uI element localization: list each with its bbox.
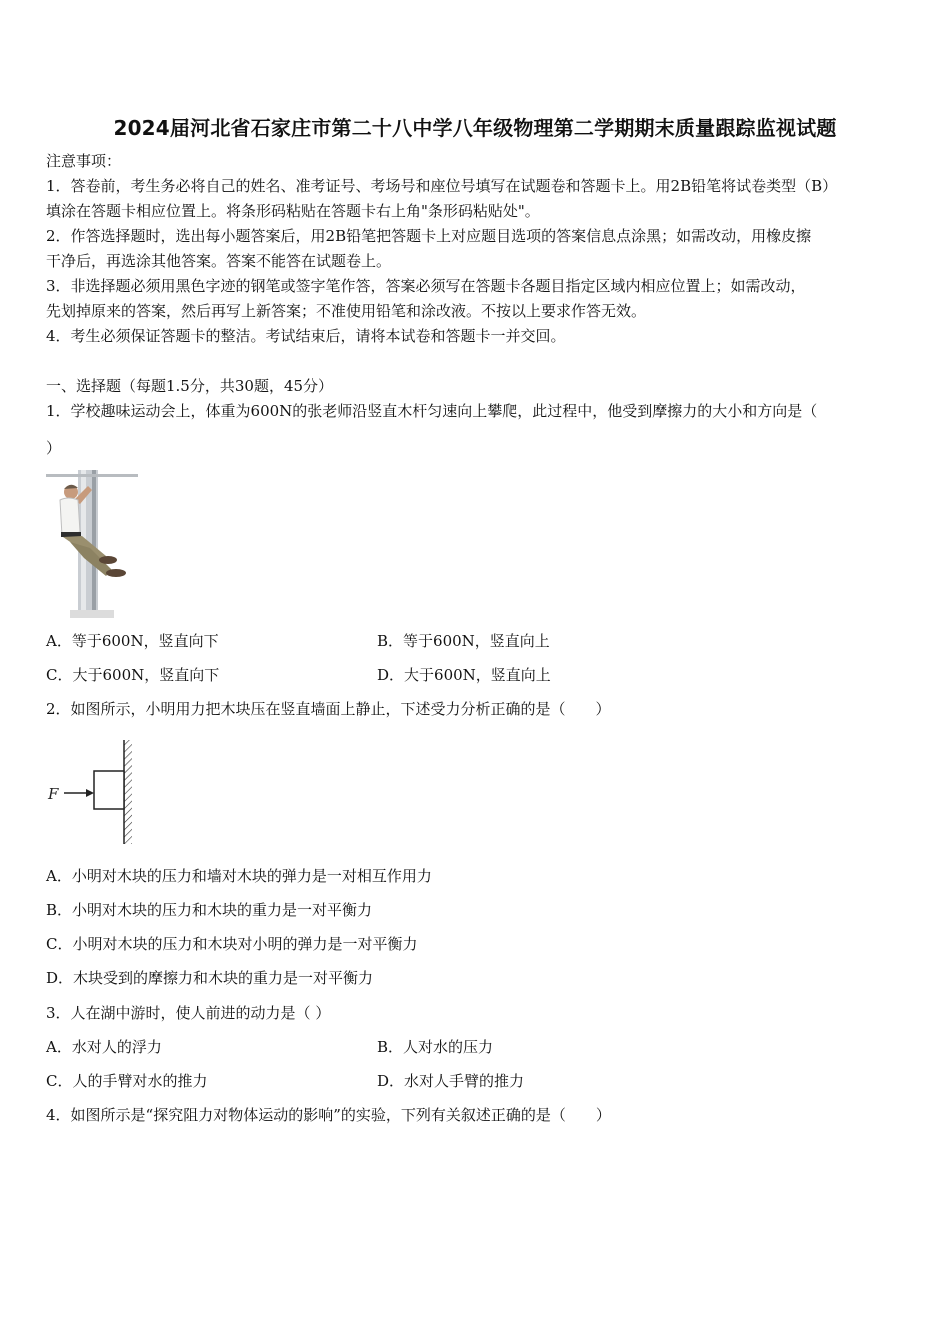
- question-4-stem: 4．如图所示是“探究阻力对物体运动的影响”的实验，下列有关叙述正确的是（ ）: [46, 1106, 611, 1124]
- question-3-option-b: B．人对水的压力: [377, 1038, 494, 1056]
- question-3-stem: 3．人在湖中游时，使人前进的动力是（ ）: [46, 1004, 331, 1022]
- notice-line: 干净后，再选涂其他答案。答案不能答在试题卷上。: [46, 252, 392, 270]
- notice-line: 1．答卷前，考生务必将自己的姓名、准考证号、考场号和座位号填写在试题卷和答题卡上。用2B铅笔将试卷类型（B）: [46, 177, 838, 195]
- notice-line: 3．非选择题必须用黑色字迹的钢笔或签字笔作答，答案必须写在答题卡各题目指定区域内相应位置上；如需改动，: [46, 277, 806, 295]
- question-3-option-d: D．水对人手臂的推力: [377, 1072, 525, 1090]
- notice-heading: 注意事项：: [46, 152, 122, 170]
- question-1-option-b: B．等于600N，竖直向上: [377, 632, 550, 650]
- question-1-option-c: C．大于600N，竖直向下: [46, 666, 220, 684]
- notice-line: 先划掉原来的答案，然后再写上新答案；不准使用铅笔和涂改液。不按以上要求作答无效。: [46, 302, 647, 320]
- question-2-option-d: D．木块受到的摩擦力和木块的重力是一对平衡力: [46, 969, 374, 987]
- question-1-stem-end: ）: [46, 439, 62, 457]
- section-heading: 一、选择题（每题1.5分，共30题，45分）: [46, 377, 334, 395]
- question-1-option-d: D．大于600N，竖直向上: [377, 666, 551, 684]
- question-1-stem: 1．学校趣味运动会上，体重为600N的张老师沿竖直木杆匀速向上攀爬，此过程中，他受到摩擦力的大小和方向是（: [46, 402, 818, 420]
- climbing-figure: [46, 470, 138, 618]
- exam-title: 2024届河北省石家庄市第二十八中学八年级物理第二学期期末质量跟踪监视试题: [113, 116, 837, 140]
- force-label: F: [48, 785, 59, 803]
- question-3-option-a: A．水对人的浮力: [46, 1038, 162, 1056]
- notice-line: 4．考生必须保证答题卡的整洁。考试结束后，请将本试卷和答题卡一并交回。: [46, 327, 566, 345]
- notice-line: 填涂在答题卡相应位置上。将条形码粘贴在答题卡右上角"条形码粘贴处"。: [46, 202, 540, 220]
- block-wall-figure: [46, 738, 142, 846]
- question-2-option-a: A．小明对木块的压力和墙对木块的弹力是一对相互作用力: [46, 867, 432, 885]
- question-2-option-b: B．小明对木块的压力和木块的重力是一对平衡力: [46, 901, 373, 919]
- question-3-option-c: C．人的手臂对水的推力: [46, 1072, 208, 1090]
- question-1-option-a: A．等于600N，竖直向下: [46, 632, 219, 650]
- question-2-option-c: C．小明对木块的压力和木块对小明的弹力是一对平衡力: [46, 935, 418, 953]
- notice-line: 2．作答选择题时，选出每小题答案后，用2B铅笔把答题卡上对应题目选项的答案信息点涂黑；如需改动，用橡皮擦: [46, 227, 812, 245]
- question-2-stem: 2．如图所示，小明用力把木块压在竖直墙面上静止，下述受力分析正确的是（ ）: [46, 700, 611, 718]
